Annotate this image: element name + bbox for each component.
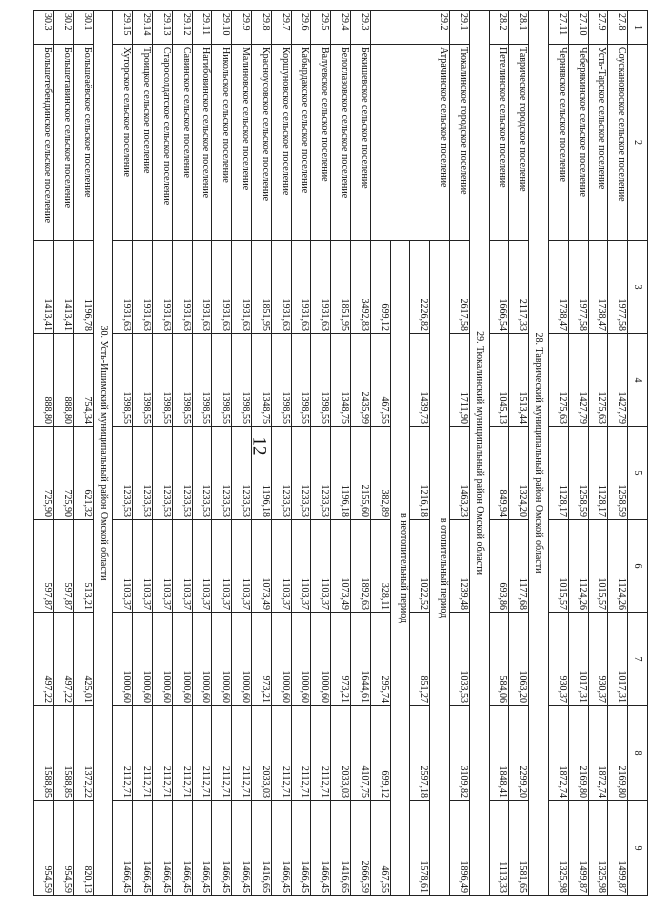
value-cell: 1233,53 (212, 427, 232, 520)
value-cell: 1348,75 (331, 334, 351, 427)
value-cell: 699,12 (370, 706, 390, 801)
value-cell: 754,34 (73, 334, 93, 427)
value-cell: 1233,53 (153, 427, 173, 520)
value-cell: 1581,65 (509, 801, 529, 896)
table-row-split-header-1 (430, 11, 450, 896)
value-cell: 725,90 (34, 427, 54, 520)
value-cell: 1000,60 (212, 613, 232, 706)
value-cell: 295,74 (370, 613, 390, 706)
rotated-table-wrapper (33, 10, 648, 895)
value-cell: 888,80 (34, 334, 54, 427)
column-number-7: 7 (628, 613, 648, 706)
value-cell: 1015,57 (549, 520, 569, 613)
value-cell: 1413,41 (34, 241, 54, 334)
value-cell: 930,37 (588, 613, 608, 706)
value-cell: 1848,41 (489, 706, 509, 801)
value-cell: 2112,71 (153, 706, 173, 801)
section-row (93, 11, 113, 896)
settlement-name: Троицкое сельское поселение (133, 45, 153, 241)
value-cell: 597,87 (34, 520, 54, 613)
page-number: 12 (248, 436, 270, 456)
row-code: 30.2 (54, 11, 74, 45)
value-cell: 1416,65 (252, 801, 272, 896)
value-cell: 1738,47 (549, 241, 569, 334)
row-code: 27.9 (588, 11, 608, 45)
row-code: 29.5 (311, 11, 331, 45)
value-cell: 2112,71 (133, 706, 153, 801)
value-cell: 2033,03 (331, 706, 351, 801)
value-cell: 1348,75 (252, 334, 272, 427)
value-cell: 1466,45 (192, 801, 212, 896)
section-title: 30. Усть-Ишимский муниципальный район Омской области (93, 11, 113, 896)
section-title: 29. Тюкалинский муниципальный район Омской области (469, 11, 489, 896)
row-code: 29.10 (212, 11, 232, 45)
value-cell: 2435,99 (351, 334, 371, 427)
column-number-8: 8 (628, 706, 648, 801)
value-cell: 1466,45 (311, 801, 331, 896)
value-cell: 973,21 (331, 613, 351, 706)
settlement-name: Соускановоское сельское поселение (608, 45, 628, 241)
value-cell: 1017,31 (608, 613, 628, 706)
value-cell: 1233,53 (172, 427, 192, 520)
value-cell: 1275,63 (549, 334, 569, 427)
value-cell: 1398,55 (113, 334, 133, 427)
row-code: 29.12 (172, 11, 192, 45)
value-cell: 1398,55 (232, 334, 252, 427)
settlement-name: Савинское сельское поселение (172, 45, 192, 241)
settlement-name: Большеаёвское сельское поселение (73, 45, 93, 241)
settlement-name: Кабырдакское сельское поселение (291, 45, 311, 241)
value-cell: 1466,45 (232, 801, 252, 896)
value-cell: 1466,45 (212, 801, 232, 896)
value-cell: 1427,79 (568, 334, 588, 427)
value-cell: 1711,90 (450, 334, 470, 427)
value-cell: 1000,60 (172, 613, 192, 706)
value-cell: 1931,63 (113, 241, 133, 334)
row-code: 29.7 (271, 11, 291, 45)
value-cell: 1033,53 (450, 613, 470, 706)
table-row (489, 11, 509, 896)
value-cell: 1413,41 (54, 241, 74, 334)
value-cell: 2155,60 (351, 427, 371, 520)
table-row (509, 11, 529, 896)
table-row (232, 11, 252, 896)
value-cell: 1513,44 (509, 334, 529, 427)
value-cell: 1196,18 (252, 427, 272, 520)
value-cell: 1931,63 (153, 241, 173, 334)
table-row (568, 11, 588, 896)
value-cell: 1931,63 (291, 241, 311, 334)
value-cell: 1103,37 (153, 520, 173, 613)
table-row (73, 11, 93, 896)
value-cell: 1977,58 (568, 241, 588, 334)
value-cell: 1588,85 (34, 706, 54, 801)
value-cell: 1851,95 (331, 241, 351, 334)
value-cell: 2226,82 (410, 241, 430, 334)
value-cell: 584,06 (489, 613, 509, 706)
row-code: 29.6 (291, 11, 311, 45)
value-cell: 1931,63 (133, 241, 153, 334)
value-cell: 2617,58 (450, 241, 470, 334)
table-row (549, 11, 569, 896)
value-cell: 1644,61 (351, 613, 371, 706)
column-number-1: 1 (628, 11, 648, 45)
value-cell: 2112,71 (192, 706, 212, 801)
value-cell: 1977,58 (608, 241, 628, 334)
row-code: 29.15 (113, 11, 133, 45)
value-cell: 1398,55 (133, 334, 153, 427)
value-cell: 1931,63 (311, 241, 331, 334)
value-cell: 1398,55 (172, 334, 192, 427)
value-cell: 497,22 (34, 613, 54, 706)
column-number-2: 2 (628, 45, 648, 241)
settlement-name: Атрачинское сельское поселение (370, 45, 449, 241)
value-cell: 2169,80 (608, 706, 628, 801)
section-title: 28. Таврический муниципальный район Омской области (529, 11, 549, 896)
settlement-name: Малиновское сельское поселение (232, 45, 252, 241)
value-cell: 725,90 (54, 427, 74, 520)
settlement-name: Коршуновское сельское поселение (271, 45, 291, 241)
value-cell: 425,01 (73, 613, 93, 706)
row-code: 29.11 (192, 11, 212, 45)
value-cell: 1124,26 (608, 520, 628, 613)
value-cell: 1851,95 (252, 241, 272, 334)
value-cell: 1233,53 (133, 427, 153, 520)
value-cell: 467,55 (370, 334, 390, 427)
settlement-name: Нагибовинское сельское поселение (192, 45, 212, 241)
value-cell: 2112,71 (291, 706, 311, 801)
row-code: 29.2 (370, 11, 449, 45)
row-code: 29.8 (252, 11, 272, 45)
value-cell: 1045,13 (489, 334, 509, 427)
table-row (133, 11, 153, 896)
value-cell: 1499,87 (568, 801, 588, 896)
table-row (450, 11, 470, 896)
value-cell: 1463,23 (450, 427, 470, 520)
value-cell: 1103,37 (291, 520, 311, 613)
value-cell: 954,59 (34, 801, 54, 896)
value-cell: 2112,71 (113, 706, 133, 801)
value-cell: 1466,45 (133, 801, 153, 896)
value-cell: 2112,71 (311, 706, 331, 801)
value-cell: 2112,71 (271, 706, 291, 801)
column-number-5: 5 (628, 427, 648, 520)
value-cell: 1258,59 (608, 427, 628, 520)
value-cell: 1128,17 (549, 427, 569, 520)
table-row (34, 11, 54, 896)
value-cell: 1324,20 (509, 427, 529, 520)
value-cell: 1233,53 (271, 427, 291, 520)
value-cell: 1466,45 (172, 801, 192, 896)
value-cell: 1177,68 (509, 520, 529, 613)
value-cell: 1017,31 (568, 613, 588, 706)
value-cell: 328,11 (370, 520, 390, 613)
row-code: 29.9 (232, 11, 252, 45)
value-cell: 2112,71 (232, 706, 252, 801)
table-row (291, 11, 311, 896)
value-cell: 1128,17 (588, 427, 608, 520)
row-code: 27.10 (568, 11, 588, 45)
value-cell: 1015,57 (588, 520, 608, 613)
value-cell: 1931,63 (172, 241, 192, 334)
table-row (608, 11, 628, 896)
value-cell: 1466,45 (153, 801, 173, 896)
table-row (252, 11, 272, 896)
value-cell: 1666,54 (489, 241, 509, 334)
value-cell: 621,32 (73, 427, 93, 520)
period-label-nonheating: в неотопительный период (390, 241, 410, 896)
value-cell: 2597,18 (410, 706, 430, 801)
section-row (469, 11, 489, 896)
value-cell: 1103,37 (271, 520, 291, 613)
value-cell: 513,21 (73, 520, 93, 613)
row-code: 29.1 (450, 11, 470, 45)
row-code: 28.2 (489, 11, 509, 45)
table-row (311, 11, 331, 896)
value-cell: 2033,03 (252, 706, 272, 801)
value-cell: 1738,47 (588, 241, 608, 334)
settlement-name: Хуторское сельское поселение (113, 45, 133, 241)
value-cell: 1103,37 (311, 520, 331, 613)
section-row (529, 11, 549, 896)
value-cell: 2666,59 (351, 801, 371, 896)
value-cell: 2169,80 (568, 706, 588, 801)
value-cell: 1124,26 (568, 520, 588, 613)
value-cell: 1398,55 (271, 334, 291, 427)
value-cell: 1466,45 (291, 801, 311, 896)
value-cell: 1022,52 (410, 520, 430, 613)
value-cell: 2112,71 (212, 706, 232, 801)
value-cell: 1398,55 (192, 334, 212, 427)
value-cell: 1398,55 (291, 334, 311, 427)
settlement-name: Белоглазовское сельское поселение (331, 45, 351, 241)
value-cell: 1196,78 (73, 241, 93, 334)
value-cell: 1258,59 (568, 427, 588, 520)
value-cell: 2299,20 (509, 706, 529, 801)
value-cell: 1233,53 (232, 427, 252, 520)
column-number-6: 6 (628, 520, 648, 613)
table-row (331, 11, 351, 896)
table-row (588, 11, 608, 896)
value-cell: 1113,33 (489, 801, 509, 896)
table-row (351, 11, 371, 896)
value-cell: 1103,37 (133, 520, 153, 613)
value-cell: 4107,75 (351, 706, 371, 801)
value-cell: 1000,60 (192, 613, 212, 706)
column-number-3: 3 (628, 241, 648, 334)
settlement-name: Тюкалинское городское поселение (450, 45, 470, 241)
value-cell: 1103,37 (172, 520, 192, 613)
table-row (54, 11, 74, 896)
value-cell: 1239,48 (450, 520, 470, 613)
value-cell: 954,59 (54, 801, 74, 896)
value-cell: 497,22 (54, 613, 74, 706)
value-cell: 1103,37 (232, 520, 252, 613)
value-cell: 1000,60 (113, 613, 133, 706)
value-cell: 1588,85 (54, 706, 74, 801)
row-code: 27.8 (608, 11, 628, 45)
settlement-name: Усть-Тарское сельское поселение (588, 45, 608, 241)
value-cell: 1233,53 (192, 427, 212, 520)
value-cell: 1466,45 (271, 801, 291, 896)
value-cell: 1578,61 (410, 801, 430, 896)
value-cell: 1233,53 (291, 427, 311, 520)
value-cell: 3109,82 (450, 706, 470, 801)
value-cell: 1103,37 (113, 520, 133, 613)
value-cell: 2117,33 (509, 241, 529, 334)
row-code: 28.1 (509, 11, 529, 45)
settlement-name: Петелинское сельское поселение (489, 45, 509, 241)
table-row (153, 11, 173, 896)
column-number-9: 9 (628, 801, 648, 896)
value-cell: 1275,63 (588, 334, 608, 427)
value-cell: 1000,60 (133, 613, 153, 706)
value-cell: 1372,22 (73, 706, 93, 801)
value-cell: 1931,63 (232, 241, 252, 334)
settlement-name: Никольское сельское поселение (212, 45, 232, 241)
row-code: 29.14 (133, 11, 153, 45)
value-cell: 3492,83 (351, 241, 371, 334)
value-cell: 1233,53 (311, 427, 331, 520)
table-row (192, 11, 212, 896)
value-cell: 1466,45 (113, 801, 133, 896)
value-cell: 1103,37 (212, 520, 232, 613)
value-cell: 1196,18 (331, 427, 351, 520)
value-cell: 1931,63 (212, 241, 232, 334)
value-cell: 699,12 (370, 241, 390, 334)
value-cell: 1931,63 (192, 241, 212, 334)
value-cell: 1216,18 (410, 427, 430, 520)
value-cell: 1000,60 (271, 613, 291, 706)
row-code: 29.13 (153, 11, 173, 45)
value-cell: 1000,60 (153, 613, 173, 706)
value-cell: 1398,55 (311, 334, 331, 427)
value-cell: 1325,98 (588, 801, 608, 896)
settlement-name: Большетебендинское сельское поселение (34, 45, 54, 241)
value-cell: 1427,79 (608, 334, 628, 427)
settlement-name: Чеберякинское сельское поселение (568, 45, 588, 241)
value-cell: 1398,55 (212, 334, 232, 427)
value-cell: 1931,63 (271, 241, 291, 334)
row-code: 30.3 (34, 11, 54, 45)
value-cell: 1416,65 (331, 801, 351, 896)
value-cell: 1499,87 (608, 801, 628, 896)
value-cell: 1325,98 (549, 801, 569, 896)
row-code: 29.4 (331, 11, 351, 45)
settlement-name: Чернявское сельское поселение (549, 45, 569, 241)
value-cell: 597,87 (54, 520, 74, 613)
settlement-name: Большетавинское сельское поселение (54, 45, 74, 241)
row-code: 27.11 (549, 11, 569, 45)
header-row (628, 11, 648, 896)
value-cell: 973,21 (252, 613, 272, 706)
settlement-name: Старосолдатское сельское поселение (153, 45, 173, 241)
value-cell: 1103,37 (192, 520, 212, 613)
tariff-table (33, 10, 648, 896)
table-row (172, 11, 192, 896)
row-code: 29.3 (351, 11, 371, 45)
value-cell: 1233,53 (113, 427, 133, 520)
value-cell: 1000,60 (291, 613, 311, 706)
value-cell: 382,89 (370, 427, 390, 520)
value-cell: 1000,60 (232, 613, 252, 706)
value-cell: 930,37 (549, 613, 569, 706)
table-row (271, 11, 291, 896)
value-cell: 1892,63 (351, 520, 371, 613)
column-number-4: 4 (628, 334, 648, 427)
settlement-name: Валуевское сельское поселение (311, 45, 331, 241)
value-cell: 467,55 (370, 801, 390, 896)
value-cell: 1439,73 (410, 334, 430, 427)
value-cell: 1896,49 (450, 801, 470, 896)
value-cell: 1398,55 (153, 334, 173, 427)
value-cell: 888,80 (54, 334, 74, 427)
value-cell: 1000,60 (311, 613, 331, 706)
value-cell: 1073,49 (331, 520, 351, 613)
value-cell: 1073,49 (252, 520, 272, 613)
value-cell: 851,27 (410, 613, 430, 706)
value-cell: 1872,74 (549, 706, 569, 801)
row-code: 30.1 (73, 11, 93, 45)
value-cell: 849,94 (489, 427, 509, 520)
period-label-heating: в отопительный период (430, 241, 450, 896)
table-row (212, 11, 232, 896)
value-cell: 1063,20 (509, 613, 529, 706)
value-cell: 820,13 (73, 801, 93, 896)
value-cell: 1872,74 (588, 706, 608, 801)
settlement-name: Бекишевское сельское поселение (351, 45, 371, 241)
settlement-name: Таврическое городское поселение (509, 45, 529, 241)
value-cell: 2112,71 (172, 706, 192, 801)
value-cell: 693,86 (489, 520, 509, 613)
settlement-name: Красноусовское сельское поселение (252, 45, 272, 241)
table-row (113, 11, 133, 896)
